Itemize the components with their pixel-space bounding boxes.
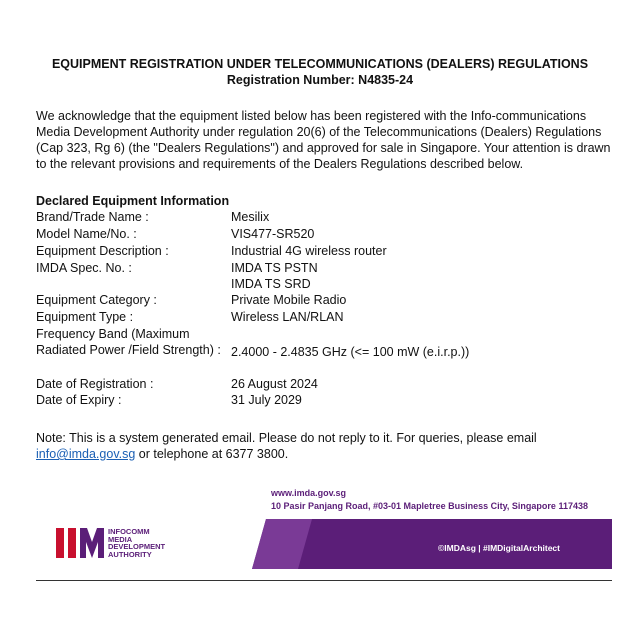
spec-value-pstn: IMDA TS PSTN [231,261,318,275]
frequency-label-line2: Radiated Power /Field Strength) : [36,343,221,357]
intro-paragraph: We acknowledge that the equipment listed below has been registered with the Info-communications Media Development Authority under regulation 20(6) of the Telecommunications (Dealers) Regulations (Cap 323, Rg 6) (the "Dealers Regulations") and approved for sale in Singapore. Your attention is drawn to the relevant provisions and requirements of the Dealers Regulations described below. [36,109,611,171]
logo-line-infocomm: INFOCOMM [108,527,150,536]
document-title: EQUIPMENT REGISTRATION UNDER TELECOMMUNICATIONS (DEALERS) REGULATIONS [51,57,589,71]
model-label: Model Name/No. : [36,227,137,241]
footer-divider [36,580,612,581]
imda-logo-text [108,528,165,558]
note-paragraph [36,430,616,462]
email-link[interactable]: info@imda.gov.sg [36,447,136,461]
note-phone-text: or telephone at 6377 3800. [135,447,289,461]
description-value: Industrial 4G wireless router [231,244,387,258]
declared-info-heading: Declared Equipment Information [36,194,230,208]
social-handles: ©IMDAsg | #IMDigitalArchitect [438,543,560,553]
type-label: Equipment Type : [36,310,134,324]
frequency-value: 2.4000 - 2.4835 GHz (<= 100 mW (e.i.r.p.)) [231,345,470,359]
expiry-date-label: Date of Expiry : [36,393,122,407]
footer-website[interactable]: www.imda.gov.sg [271,488,347,498]
category-label: Equipment Category : [36,293,157,307]
note-text: Note: This is a system generated email. Please do not reply to it. For queries, please email [36,431,537,445]
spec-value-srd: IMDA TS SRD [231,277,311,291]
logo-line-authority: AUTHORITY [108,549,152,559]
model-value: VIS477-SR520 [231,227,315,241]
footer-address: 10 Pasir Panjang Road, #03-01 Mapletree Business City, Singapore 117438 [271,501,588,511]
registration-number: Registration Number: N4835-24 [226,73,414,87]
brand-label: Brand/Trade Name : [36,210,149,224]
registration-date-value: 26 August 2024 [231,377,318,391]
description-label: Equipment Description : [36,244,169,258]
spec-label: IMDA Spec. No. : [36,261,132,275]
logo-line-media: MEDIA [108,534,133,544]
registration-date-label: Date of Registration : [36,377,154,391]
type-value: Wireless LAN/RLAN [231,310,344,324]
frequency-label-line1: Frequency Band (Maximum [36,327,190,341]
imda-logo-icon [56,528,104,558]
expiry-date-value: 31 July 2029 [231,393,302,407]
category-value: Private Mobile Radio [231,293,347,307]
brand-value: Mesilix [231,210,270,224]
logo-line-development: DEVELOPMENT [108,542,166,551]
